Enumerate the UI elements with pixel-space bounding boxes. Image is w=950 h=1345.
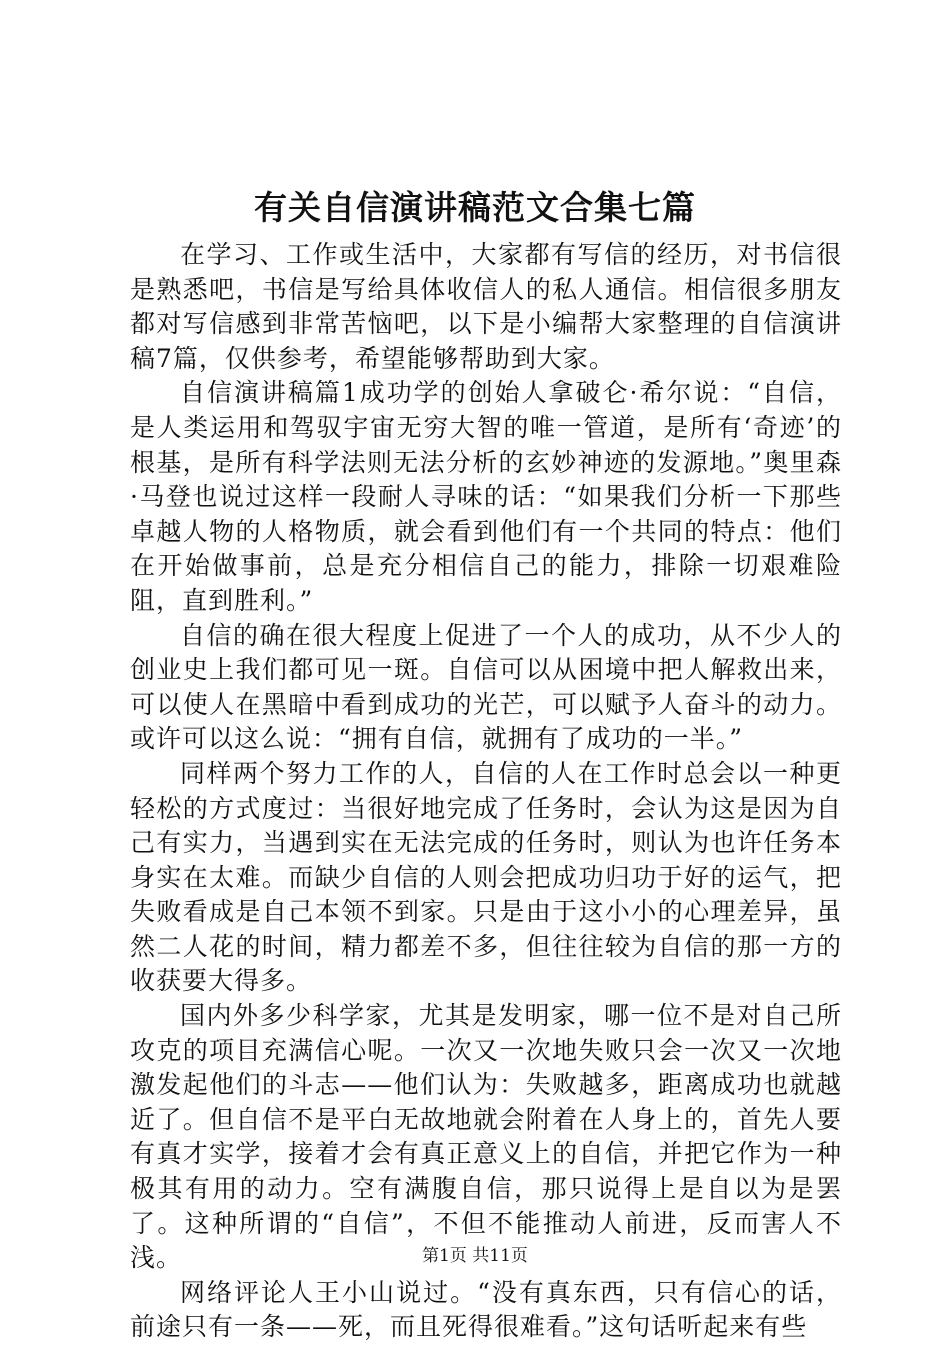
paragraph: 在学习、工作或生活中，大家都有写信的经历，对书信很是熟悉吧，书信是写给具体收信人的私人通信。相信很多朋友都对写信感到非常苦恼吧，以下是小编帮大家整理的自信演讲稿7篇，仅供参考，希望能够帮助到大家。: [130, 240, 842, 373]
page-number-footer: 第1页 共11页: [422, 1246, 528, 1266]
document-title: 有关自信演讲稿范文合集七篇: [254, 188, 696, 227]
paragraph: 自信的确在很大程度上促进了一个人的成功，从不少人的创业史上我们都可见一斑。自信可以从困境中把人解救出来，可以使人在黑暗中看到成功的光芒，可以赋予人奋斗的动力。或许可以这么说：“拥有自信，就拥有了成功的一半。”: [130, 620, 842, 754]
document-body: [130, 238, 842, 1345]
paragraph: 同样两个努力工作的人，自信的人在工作时总会以一种更轻松的方式度过：当很好地完成了任务时，会认为这是因为自己有实力，当遇到实在无法完成的任务时，则认为也许任务本身实在太难。而缺少自信的人则会把成功归功于好的运气，把失败看成是自己本领不到家。只是由于这小小的心理差异，虽然二人花的时间，精力都差不多，但往往较为自信的那一方的收获要大得多。: [130, 758, 842, 996]
paragraph: 自信演讲稿篇1成功学的创始人拿破仑·希尔说：“自信，是人类运用和驾驭宇宙无穷大智的唯一管道，是所有‘奇迹’的根基，是所有科学法则无法分析的玄妙神迹的发源地。”奥里森·马登也说过这样一段耐人寻味的话：“如果我们分析一下那些卓越人物的人格物质，就会看到他们有一个共同的特点：他们在开始做事前，总是充分相信自己的能力，排除一切艰难险阻，直到胜利。”: [130, 378, 842, 615]
paragraph: 网络评论人王小山说过。“没有真东西，只有信心的话，前途只有一条——死，而且死得很难看。”这句话听起来有些: [130, 1277, 842, 1342]
paragraph: 国内外多少科学家，尤其是发明家，哪一位不是对自己所攻克的项目充满信心呢。一次又一次地失败只会一次又一次地激发起他们的斗志——他们认为：失败越多，距离成功也就越近了。但自信不是平白无故地就会附着在人身上的，首先人要有真才实学，接着才会有真正意义上的自信，并把它作为一种极其有用的动力。空有满腹自信，那只说得上是自以为是罢了。这种所谓的“自信”，不但不能推动人前进，反而害人不浅。: [130, 1001, 842, 1273]
